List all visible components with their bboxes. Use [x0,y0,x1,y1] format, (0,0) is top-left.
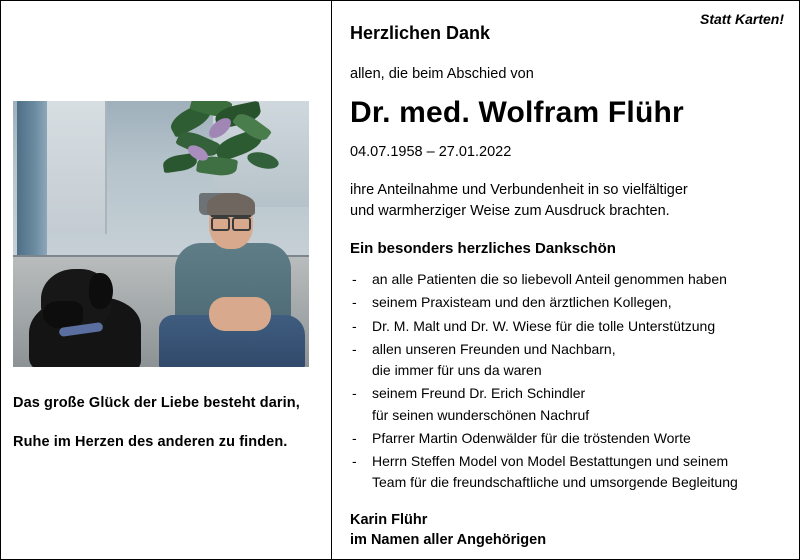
appreciation-line-2: und warmherziger Weise zum Ausdruck brachten. [350,203,670,220]
list-item [350,269,786,290]
deceased-name: Dr. med. Wolfram Flühr [350,96,684,129]
signature-name: Karin Flühr [350,511,428,528]
list-item [350,316,786,337]
list-bullet: - [352,385,357,402]
statt-karten-note: Statt Karten! [699,11,784,27]
life-dates: 04.07.1958 – 27.01.2022 [350,144,512,160]
photo-dog-ear [89,273,113,309]
list-item-text: allen unseren Freunden und Nachbarn, [372,340,616,357]
list-bullet: - [352,294,357,311]
thanks-list [350,269,786,494]
left-column [1,1,331,559]
list-item-text: Dr. M. Malt und Dr. W. Wiese für die tolle Unterstützung [372,317,716,334]
list-item-text: seinem Freund Dr. Erich Schindler [372,385,586,402]
list-item-text: Pfarrer Martin Odenwälder für die tröstenden Worte [372,429,691,446]
special-thanks-subhead: Ein besonders herzliches Dankschön [350,240,616,258]
quote-line-1: Das große Glück der Liebe besteht darin, [13,395,300,411]
list-item [350,383,786,426]
list-item [350,428,786,449]
appreciation-line-1: ihre Anteilnahme und Verbundenheit in so vielfältiger [350,182,688,198]
right-column [332,1,800,559]
photo-man-arms [209,297,271,331]
list-bullet: - [352,271,357,288]
quote-line-2: Ruhe im Herzen des anderen zu finden. [13,434,288,451]
photo-door-frame [17,101,47,266]
portrait-photo [13,101,309,367]
notice-body [350,23,786,550]
thanks-title: Herzlichen Dank [350,23,491,43]
appreciation-paragraph [350,180,786,222]
list-item-text: seinem Praxisteam und den ärztlichen Kollegen, [372,294,672,311]
list-bullet: - [352,317,357,334]
list-bullet: - [352,340,357,357]
list-item-continuation: die immer für uns da waren [372,362,542,379]
signature-subline: im Namen aller Angehörigen [350,531,547,548]
list-item-continuation: Team für die freundschaftliche und umsorgende Begleitung [372,474,738,491]
list-item [350,339,786,382]
photo-man-glasses [211,215,251,228]
photo-man-hair [207,193,255,217]
list-item [350,451,786,494]
intro-line: allen, die beim Abschied von [350,66,534,82]
photo-plant [163,101,281,205]
list-bullet: - [352,429,357,446]
list-item-continuation: für seinen wunderschönen Nachruf [372,406,590,423]
signature-block [350,510,786,551]
quote-block [13,393,319,471]
list-bullet: - [352,453,357,470]
photo-wall-panel [47,101,107,234]
list-item-text: Herrn Steffen Model von Model Bestattungen und seinem [372,453,729,470]
list-item [350,292,786,313]
list-item-text: an alle Patienten die so liebevoll Anteil genommen haben [372,271,727,288]
